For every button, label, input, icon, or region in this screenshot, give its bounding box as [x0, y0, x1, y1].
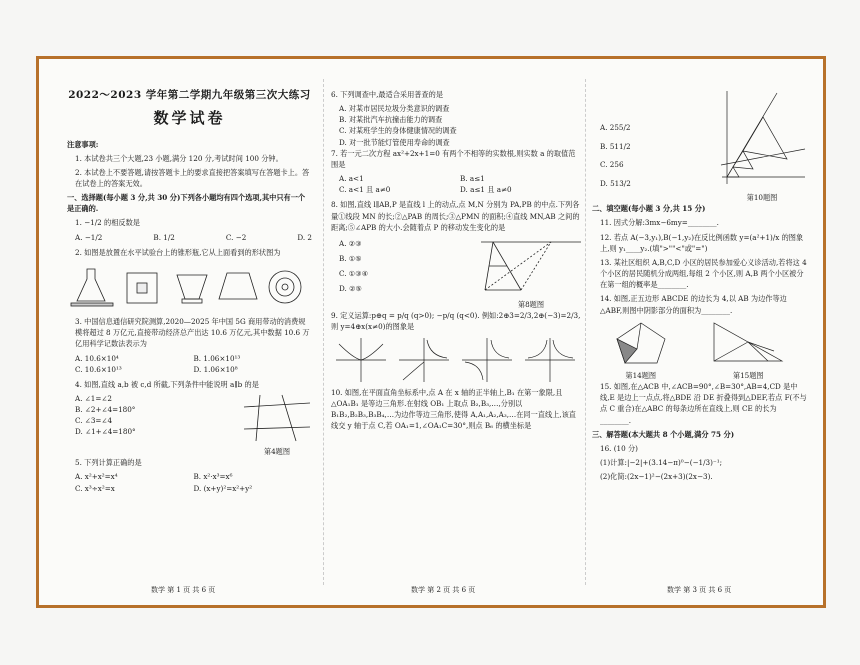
question-8: 8. 如图,直线 l∥AB,P 是直线 l 上的动点,点 M,N 分别为 PA,PB 的中点.下列各量①线段 MN 的长;②△PAB 的周长;③△PMN 的面积;④直线 MN,AB 之间的距离;⑤∠APB 的大小.会随着点 P 的移动发生变化的是 — [331, 200, 580, 232]
option: C. x³÷x²=x — [75, 483, 115, 493]
option: A. 255/2 — [600, 123, 631, 132]
question-12: 12. 若点 A(−3,y₁),B(−1,y₂)在反比例函数 y=(a²+1)/x 的图象上,则 y₁____y₂.(填">""<"或"=") — [600, 232, 804, 253]
figure-caption: 第4题图 — [263, 447, 291, 457]
option: D. a≤1 且 a≠0 — [460, 185, 512, 195]
option: A. 对某市居民垃圾分类意识的调查 — [339, 104, 450, 114]
option: B. x²·x³=x⁶ — [193, 472, 233, 482]
option: C. ①③④ — [339, 269, 369, 279]
option: B. ①⑤ — [339, 254, 362, 263]
question-14: 14. 如图,正五边形 ABCDE 的边长为 4,以 AB 为边作等边△ABF,则图中阴影部分的面积为________. — [600, 294, 787, 315]
option: D. 2 — [297, 232, 312, 242]
question-7: 7. 若一元二次方程 ax²+2x+1=0 有两个不相等的实数根,则实数 a 的取值范围是 — [331, 148, 576, 169]
option: A. x²+x²=x⁴ — [75, 472, 118, 482]
question-4: 4. 如图,直线 a,b 被 c,d 所截,下列条件中能说明 a∥b 的是 — [75, 379, 259, 389]
option: A. ②③ — [339, 238, 362, 248]
notice-item: 1. 本试卷共三个大题,23 小题,满分 120 分,考试时间 100 分钟。 — [75, 153, 283, 163]
page-column-2 — [331, 89, 581, 434]
section-1-heading: 一、选择题(每小题 3 分,共 30 分)下列各小题均有四个选项,其中只有一个是正确的. — [67, 193, 306, 214]
option: C. a<1 且 a≠0 — [339, 185, 391, 195]
q7-options — [339, 173, 581, 195]
notice-item: 2. 本试卷上不要答题,请按答题卡上的要求直接把答案填写在答题卡上。答在试卷上的答案无效。 — [75, 167, 310, 188]
q14-figure-wrap — [611, 319, 671, 381]
page-footer-1: 数学 第 1 页 共 6 页 — [151, 586, 216, 594]
option: B. 对某批汽车抗撞击能力的调查 — [339, 115, 443, 125]
page-column-3 — [592, 89, 807, 485]
option: C. 10.6×10¹³ — [75, 364, 122, 374]
option: C. ∠3=∠4 — [75, 416, 113, 426]
figure-caption: 第15题图 — [732, 370, 764, 380]
q3-options — [75, 353, 312, 375]
option: A. a<1 — [339, 174, 364, 184]
question-11: 11. 因式分解:3mx−6my=________. — [600, 218, 719, 228]
figure-caption: 第8题图 — [517, 300, 545, 310]
question-16-part-1: (1)计算:|−2|+(3.14−π)⁰−(−1/3)⁻¹; — [600, 457, 722, 467]
option: C. 256 — [600, 160, 624, 170]
q14-q15-figures — [592, 319, 807, 381]
option: B. 1/2 — [153, 232, 175, 242]
q4-figure-wrap — [242, 393, 312, 457]
q1-options — [75, 232, 312, 243]
option: C. −2 — [225, 232, 247, 242]
q9-graph-options — [331, 336, 581, 384]
figure-caption: 第14题图 — [625, 370, 657, 380]
option: D. (x+y)²=x²+y² — [193, 483, 253, 493]
figure-caption: 第10题图 — [746, 193, 778, 203]
column-divider — [323, 79, 324, 585]
page-footer-2: 数学 第 2 页 共 6 页 — [411, 586, 476, 594]
q8-figure-wrap — [481, 236, 581, 310]
q5-options — [75, 471, 312, 493]
question-6: 6. 下列调查中,最适合采用普查的是 — [331, 90, 444, 99]
question-1: 1. −1/2 的相反数是 — [75, 218, 140, 228]
q6-options — [331, 103, 581, 148]
q8-options — [331, 236, 368, 310]
question-10: 10. 如图,在平面直角坐标系中,点 A 在 x 轴的正半轴上,B₁ 在第一象限,且△OA₁B₁ 是等边三角形.在射线 OB₁ 上取点 B₂,B₃,…,分别以 B₁B₂,B₂B₃,B₃B₄,…为边作等边三角形,使得 A,A₁,A₂,A₃,…在同一直线上,该直线交 y 轴于点 C,若 OA₁=1,∠OA₁C=30°,则点 B₆ 的横坐标是 — [331, 387, 576, 431]
q10-figure-wrap — [717, 89, 807, 203]
q15-figure — [708, 319, 788, 367]
option: D. 513/2 — [600, 179, 631, 189]
option: D. ②⑤ — [339, 284, 362, 294]
exam-subtitle: 数学试卷 — [153, 109, 226, 128]
option: D. 1.06×10⁸ — [193, 364, 238, 374]
q4-figure — [242, 393, 312, 443]
notice-heading: 注意事项: — [67, 139, 99, 149]
option: B. a≤1 — [460, 174, 485, 184]
question-15: 15. 如图,在△ACB 中,∠ACB=90°,∠B=30°,AB=4,CD 是中线,E 是边上一点点,将△BDE 沿 DE 折叠得到△DEF,若点 F(不与点 C 重合)在△ABC 的每条边所在直线上,则 CE 的长为________. — [600, 382, 807, 425]
page-column-1 — [67, 69, 312, 498]
question-16: 16. (10 分) — [600, 443, 638, 453]
option: A. ∠1=∠2 — [75, 394, 112, 404]
question-13: 13. 某社区组织 A,B,C,D 小区的居民参加爱心义诊活动,若将这 4 个小区的居民随机分成两组,每组 2 个小区,则 A,B 两个小区被分在第一组的概率是________. — [600, 257, 807, 290]
section-2-heading: 二、填空题(每小题 3 分,共 15 分) — [592, 204, 706, 214]
option: C. 对某班学生的身体健康情况的调查 — [339, 126, 457, 136]
question-2: 2. 如图是放置在水平试验台上的锥形瓶,它从上面看到的形状图为 — [75, 247, 281, 257]
q4-block — [67, 393, 312, 457]
option: B. 511/2 — [600, 141, 631, 151]
q8-block — [331, 236, 581, 310]
q4-options — [67, 393, 136, 457]
option: A. 10.6×10⁴ — [75, 353, 119, 363]
section-3-heading: 三、解答题(本大题共 8 个小题,满分 75 分) — [592, 429, 735, 439]
option: B. 1.06×10¹³ — [193, 353, 241, 363]
exam-title: 2022～2023 学年第二学期九年级第三次大练习 — [68, 89, 311, 101]
column-divider — [585, 79, 586, 585]
question-3: 3. 中国信息通信研究院测算,2020—2025 年中国 5G 商用带动的消费规模将超过 8 万亿元,直接带动经济总产出达 10.6 万亿元,其中数据 10.6 万亿用科学记数法表示为 — [75, 317, 310, 349]
q10-continued — [592, 89, 807, 203]
question-9: 9. 定义运算:p⊕q = p/q (q>0); −p/q (q<0). 例如:2⊕3=2/3,2⊕(−3)=2/3,则 y=4⊕x(x≠0)的图象是 — [331, 311, 581, 332]
question-16-part-2: (2)化简:(2x−1)²−(2x+3)(2x−3). — [600, 472, 713, 482]
q15-figure-wrap — [708, 319, 788, 381]
page-footer-3: 数学 第 3 页 共 6 页 — [667, 586, 732, 594]
q10-figure — [717, 89, 807, 189]
option: D. ∠1+∠4=180° — [75, 427, 136, 437]
option: B. ∠2+∠4=180° — [75, 405, 136, 415]
option: D. 对一批节能灯管使用寿命的调查 — [339, 137, 450, 147]
q14-figure — [611, 319, 671, 367]
q2-figure — [67, 261, 307, 313]
q8-figure — [481, 236, 581, 296]
question-5: 5. 下列计算正确的是 — [75, 458, 142, 468]
exam-paper — [36, 56, 826, 608]
option: A. −1/2 — [75, 232, 103, 242]
q10-options — [592, 119, 631, 203]
